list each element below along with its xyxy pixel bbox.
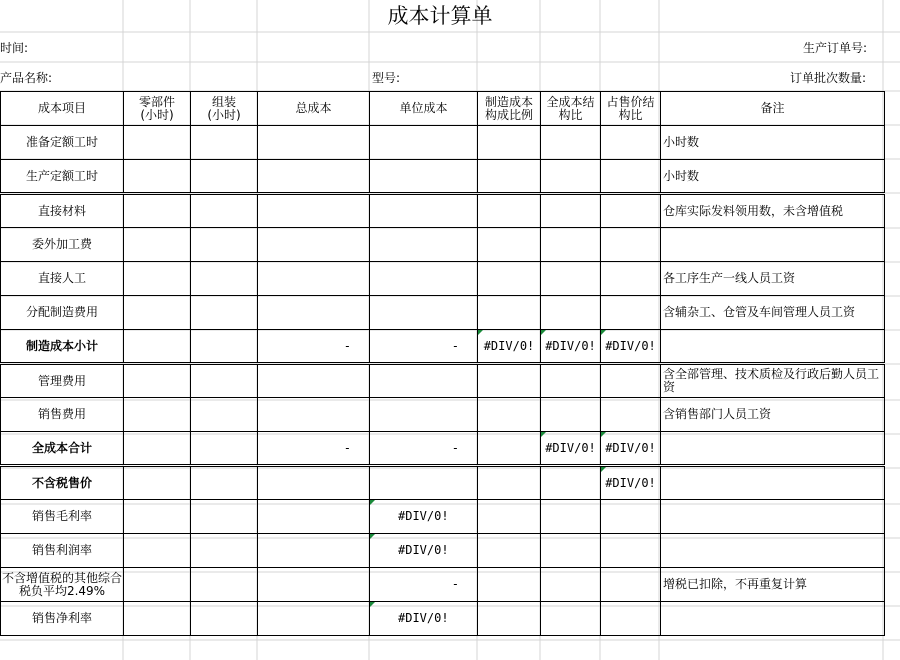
error-flag-icon [478, 330, 483, 335]
cell-item[interactable]: 不含增值税的其他综合税负平均2.49% [1, 568, 124, 602]
cell-price-ratio[interactable] [601, 432, 661, 466]
cell-empty[interactable] [124, 126, 191, 160]
error-value: #DIV/0! [605, 338, 656, 353]
cell-mfg-ratio[interactable] [478, 330, 541, 364]
cell-item[interactable]: 管理费用 [1, 364, 124, 398]
cell-mfg-ratio[interactable] [478, 296, 541, 330]
cell-item[interactable]: 销售费用 [1, 398, 124, 432]
table-row [1, 500, 885, 534]
cell-empty[interactable] [191, 262, 258, 296]
table-row [1, 466, 885, 500]
cell-item[interactable]: 销售净利率 [1, 602, 124, 636]
cell-note[interactable]: 仓库实际发料领用数，未含增值税 [661, 194, 885, 228]
cell-note[interactable] [661, 330, 885, 364]
cell-empty[interactable] [191, 466, 258, 500]
cell-item[interactable]: 销售利润率 [1, 534, 124, 568]
model-label: 型号: [372, 71, 401, 85]
cell-unit[interactable] [370, 500, 478, 534]
cell-total[interactable] [258, 466, 370, 500]
cell-price-ratio[interactable] [601, 194, 661, 228]
cell-item[interactable]: 生产定额工时 [1, 160, 124, 194]
cell-note[interactable] [661, 466, 885, 500]
error-value: #DIV/0! [398, 509, 449, 523]
cell-empty[interactable] [124, 500, 191, 534]
cell-item[interactable]: 全成本合计 [1, 432, 124, 466]
cell-full-ratio[interactable] [541, 534, 601, 568]
cell-total[interactable] [258, 568, 370, 602]
cell-empty[interactable] [124, 364, 191, 398]
cell-total[interactable] [258, 262, 370, 296]
cell-empty[interactable] [124, 296, 191, 330]
cell-note[interactable]: 含销售部门人员工资 [661, 398, 885, 432]
cell-price-ratio[interactable] [601, 534, 661, 568]
cell-note[interactable] [661, 500, 885, 534]
cell-empty[interactable] [124, 160, 191, 194]
cell-price-ratio[interactable] [601, 228, 661, 262]
error-value: #DIV/0! [483, 338, 535, 353]
cell-mfg-ratio[interactable] [478, 262, 541, 296]
cell-price-ratio[interactable] [601, 398, 661, 432]
cell-unit[interactable]: - [370, 568, 478, 602]
cell-empty[interactable] [124, 194, 191, 228]
cell-empty[interactable] [191, 398, 258, 432]
cell-note[interactable]: 含辅杂工、仓管及车间管理人员工资 [661, 296, 885, 330]
cell-total[interactable]: - [258, 432, 370, 466]
cell-unit[interactable] [370, 228, 478, 262]
cell-mfg-ratio[interactable] [478, 364, 541, 398]
cell-price-ratio[interactable] [601, 364, 661, 398]
cell-item[interactable]: 直接材料 [1, 194, 124, 228]
cell-mfg-ratio[interactable] [478, 398, 541, 432]
column-header: 全成本结 构比 [541, 92, 601, 126]
error-flag-icon [370, 602, 375, 607]
error-flag-icon [601, 432, 606, 437]
cell-item[interactable]: 销售毛利率 [1, 500, 124, 534]
sheet-title: 成本计算单 [387, 4, 493, 28]
cell-mfg-ratio[interactable] [478, 568, 541, 602]
cell-full-ratio[interactable] [541, 500, 601, 534]
error-flag-icon [601, 467, 606, 472]
cell-price-ratio[interactable] [601, 568, 661, 602]
error-value: #DIV/0! [605, 475, 656, 490]
cell-empty[interactable] [124, 602, 191, 636]
cell-empty[interactable] [191, 160, 258, 194]
cell-total[interactable] [258, 534, 370, 568]
cell-full-ratio[interactable] [541, 194, 601, 228]
column-header: 成本项目 [1, 92, 124, 126]
cell-price-ratio[interactable] [601, 160, 661, 194]
cell-mfg-ratio[interactable] [478, 602, 541, 636]
table-row [1, 160, 885, 194]
cell-total[interactable] [258, 160, 370, 194]
cell-item[interactable]: 制造成本小计 [1, 330, 124, 364]
cell-total[interactable] [258, 364, 370, 398]
cell-unit[interactable] [370, 262, 478, 296]
cell-empty[interactable] [191, 602, 258, 636]
cell-empty[interactable] [124, 262, 191, 296]
cell-total[interactable] [258, 398, 370, 432]
error-flag-icon [370, 500, 375, 505]
table-row [1, 398, 885, 432]
cell-total[interactable] [258, 602, 370, 636]
cell-empty[interactable] [124, 228, 191, 262]
order-no-label: 生产订单号: [803, 41, 868, 55]
column-header: 零部件 (小时) [124, 92, 191, 126]
cell-empty[interactable] [191, 194, 258, 228]
cell-unit[interactable] [370, 398, 478, 432]
header-row [1, 92, 885, 126]
table-row [1, 126, 885, 160]
table-row [1, 432, 885, 466]
cell-item[interactable]: 准备定额工时 [1, 126, 124, 160]
cell-note[interactable]: 含全部管理、技术质检及行政后勤人员工资 [661, 364, 885, 398]
cell-item[interactable]: 直接人工 [1, 262, 124, 296]
cell-full-ratio[interactable] [541, 602, 601, 636]
cell-mfg-ratio[interactable] [478, 534, 541, 568]
cell-full-ratio[interactable] [541, 126, 601, 160]
cell-note[interactable] [661, 602, 885, 636]
cell-empty[interactable] [124, 568, 191, 602]
cell-price-ratio[interactable] [601, 330, 661, 364]
cell-empty[interactable] [191, 500, 258, 534]
cell-note[interactable]: 小时数 [661, 126, 885, 160]
cell-unit[interactable] [370, 160, 478, 194]
cell-note[interactable]: 各工序生产一线人员工资 [661, 262, 885, 296]
cell-empty[interactable] [191, 364, 258, 398]
cell-empty[interactable] [124, 534, 191, 568]
error-value: #DIV/0! [545, 338, 596, 353]
error-flag-icon [541, 432, 546, 437]
cell-mfg-ratio[interactable] [478, 160, 541, 194]
cell-total[interactable] [258, 296, 370, 330]
table-row [1, 330, 885, 364]
cell-full-ratio[interactable] [541, 398, 601, 432]
cell-empty[interactable] [191, 228, 258, 262]
cell-unit[interactable] [370, 534, 478, 568]
cell-mfg-ratio[interactable] [478, 500, 541, 534]
cell-empty[interactable] [191, 568, 258, 602]
cell-price-ratio[interactable] [601, 500, 661, 534]
table-row [1, 602, 885, 636]
cell-full-ratio[interactable] [541, 330, 601, 364]
cell-full-ratio[interactable] [541, 432, 601, 466]
cell-note[interactable] [661, 228, 885, 262]
column-header: 单位成本 [370, 92, 478, 126]
error-value: #DIV/0! [605, 440, 656, 455]
cell-full-ratio[interactable] [541, 296, 601, 330]
cell-full-ratio[interactable] [541, 262, 601, 296]
cell-total[interactable]: - [258, 330, 370, 364]
cell-full-ratio[interactable] [541, 228, 601, 262]
error-value: #DIV/0! [398, 543, 449, 557]
cell-price-ratio[interactable] [601, 262, 661, 296]
cell-price-ratio[interactable] [601, 466, 661, 500]
time-label: 时间: [0, 41, 29, 55]
error-flag-icon [541, 330, 546, 335]
cell-empty[interactable] [191, 126, 258, 160]
cell-price-ratio[interactable] [601, 602, 661, 636]
cell-mfg-ratio[interactable] [478, 126, 541, 160]
cell-mfg-ratio[interactable] [478, 432, 541, 466]
cell-empty[interactable] [191, 432, 258, 466]
table-row [1, 194, 885, 228]
cell-item[interactable]: 委外加工费 [1, 228, 124, 262]
cell-unit[interactable] [370, 602, 478, 636]
cell-empty[interactable] [191, 330, 258, 364]
cell-mfg-ratio[interactable] [478, 194, 541, 228]
table-row [1, 534, 885, 568]
cell-total[interactable] [258, 126, 370, 160]
batch-qty-label: 订单批次数量: [790, 71, 867, 85]
error-value: #DIV/0! [545, 440, 596, 455]
error-flag-icon [601, 330, 606, 335]
cell-unit[interactable] [370, 364, 478, 398]
table-row [1, 568, 885, 602]
table-row [1, 228, 885, 262]
cell-price-ratio[interactable] [601, 126, 661, 160]
cell-empty[interactable] [191, 534, 258, 568]
column-header: 总成本 [258, 92, 370, 126]
error-value: #DIV/0! [398, 611, 449, 625]
cell-full-ratio[interactable] [541, 364, 601, 398]
cell-empty[interactable] [124, 330, 191, 364]
cell-full-ratio[interactable] [541, 160, 601, 194]
cell-empty[interactable] [124, 466, 191, 500]
cell-empty[interactable] [124, 432, 191, 466]
cell-empty[interactable] [124, 398, 191, 432]
cell-price-ratio[interactable] [601, 296, 661, 330]
cell-unit[interactable] [370, 296, 478, 330]
cell-note[interactable] [661, 432, 885, 466]
cell-unit[interactable]: - [370, 330, 478, 364]
table-row [1, 262, 885, 296]
cell-note[interactable] [661, 534, 885, 568]
cell-unit[interactable] [370, 126, 478, 160]
cell-note[interactable]: 小时数 [661, 160, 885, 194]
cell-total[interactable] [258, 228, 370, 262]
cell-mfg-ratio[interactable] [478, 228, 541, 262]
cost-table [0, 91, 885, 636]
cell-mfg-ratio[interactable] [478, 466, 541, 500]
cell-empty[interactable] [191, 296, 258, 330]
cell-total[interactable] [258, 500, 370, 534]
cell-unit[interactable] [370, 466, 478, 500]
table-row [1, 364, 885, 398]
cell-item[interactable]: 不含税售价 [1, 466, 124, 500]
column-header: 制造成本 构成比例 [478, 92, 541, 126]
cell-item[interactable]: 分配制造费用 [1, 296, 124, 330]
error-flag-icon [370, 534, 375, 539]
column-header: 组装 (小时) [191, 92, 258, 126]
column-header: 占售价结 构比 [601, 92, 661, 126]
table-row [1, 296, 885, 330]
cell-total[interactable] [258, 194, 370, 228]
cell-full-ratio[interactable] [541, 466, 601, 500]
cell-unit[interactable]: - [370, 432, 478, 466]
column-header: 备注 [661, 92, 885, 126]
product-name-label: 产品名称: [0, 71, 53, 85]
cell-full-ratio[interactable] [541, 568, 601, 602]
cell-note[interactable]: 增税已扣除，不再重复计算 [661, 568, 885, 602]
cell-unit[interactable] [370, 194, 478, 228]
